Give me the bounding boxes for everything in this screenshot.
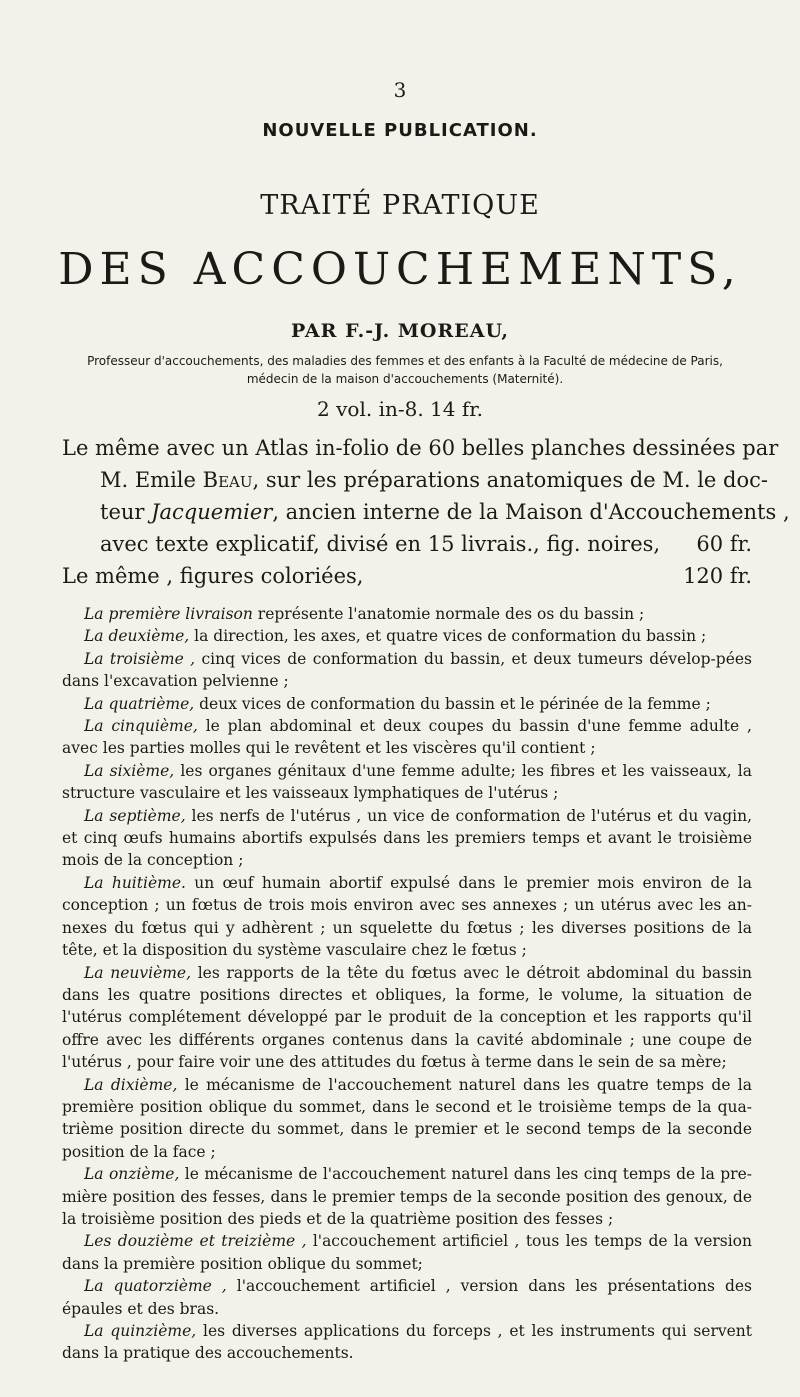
livraison-label: La quatorzième ,	[84, 1277, 227, 1296]
livraison-label: La troisième ,	[84, 649, 196, 668]
atlas-text: avec texte explicatif, divisé en 15 livrais., fig. noires,	[100, 532, 661, 556]
livraison-entry	[62, 715, 752, 760]
livraison-label: La huitième.	[84, 873, 186, 892]
livraison-label: La onzième,	[84, 1165, 180, 1184]
livraison-text: les diverses applications du forceps , et les instruments qui servent dans la pratique des accouchements.	[62, 1322, 752, 1363]
livraison-label: La quinzième,	[84, 1322, 197, 1340]
livraison-label: La dixième,	[84, 1075, 178, 1094]
atlas-offer	[62, 432, 790, 592]
preparer-name: Jacquemier	[151, 500, 273, 524]
atlas-text: M. Emile	[100, 468, 203, 492]
livraison-text: représente l'anatomie normale des os du bassin ;	[252, 605, 645, 623]
livraison-label: Les douzième et treizième ,	[84, 1232, 307, 1251]
livraison-entry	[62, 962, 752, 1074]
atlas-line-5	[62, 560, 752, 592]
livraison-label: La première livraison	[84, 605, 253, 623]
livraison-entry	[62, 1275, 752, 1320]
livraison-label: La deuxième,	[84, 627, 190, 646]
title-line-1: TRAITÉ PRATIQUE	[260, 190, 540, 221]
atlas-text: Le même , figures coloriées,	[62, 564, 364, 588]
author-credentials: Professeur d'accouchements, des maladies des femmes et des enfants à la Faculté de médecine de Paris, médecin de la maison d'accouchements (Maternité).	[87, 354, 723, 386]
atlas-line-2	[62, 464, 768, 496]
livraison-entry	[62, 625, 752, 647]
livraison-entry	[62, 648, 752, 693]
livraisons-list	[62, 603, 752, 1365]
livraison-entry	[62, 693, 752, 715]
livraison-label: La neuvième,	[84, 963, 192, 982]
illustrator-name: Beau	[202, 468, 253, 492]
atlas-line-3	[62, 496, 790, 528]
livraison-entry	[62, 603, 752, 625]
livraison-text: les rapports de la tête du fœtus avec le détroit abdominal du bassin dans les quatre positions directes et obliques, la forme, le volume, la situation de l'utérus complétement développé par le produit de la conception et les rapports qu'il offre avec les différents organes contenus dans la cavité abdominale ; une coupe de l'utérus , pour faire voir une des attitudes du fœtus à terme dans le sein de sa mère;	[62, 963, 752, 1072]
livraison-entry	[62, 1163, 752, 1230]
livraison-label: La cinquième,	[84, 717, 198, 736]
atlas-line-4	[62, 528, 752, 560]
atlas-price-colored: 120 fr.	[683, 564, 752, 588]
livraison-entry	[62, 872, 752, 962]
livraison-text: les organes génitaux d'une femme adulte; les fibres et les vaisseaux, la structure vasculaire et les vaisseaux lymphatiques de l'utérus ;	[62, 761, 752, 803]
livraison-entry	[62, 805, 752, 872]
livraison-label: La sixième,	[84, 761, 175, 780]
livraison-entry	[62, 1230, 752, 1275]
atlas-text: , ancien interne de la Maison d'Accouchements ,	[272, 500, 790, 524]
livraison-text: la direction, les axes, et quatre vices de conformation du bassin ;	[189, 627, 707, 646]
announcement-heading: NOUVELLE PUBLICATION.	[262, 120, 538, 141]
livraison-text: le mécanisme de l'accouchement naturel dans les cinq temps de la pre-mière position des fesses, dans le premier temps de la seconde position des genoux, de la troisième position des pieds et de la quatrième position des fesses ;	[62, 1165, 752, 1228]
livraison-text: cinq vices de conformation du bassin, et deux tumeurs dévelop-pées dans l'excavation pelvienne ;	[62, 649, 752, 691]
livraison-text: les nerfs de l'utérus , un vice de conformation de l'utérus et du vagin, et cinq œufs humains abortifs expulsés dans les premiers temps et avant le troisième mois de la conception ;	[62, 806, 752, 870]
livraison-entry	[62, 1320, 752, 1365]
livraison-text: l'accouchement artificiel , tous les temps de la version dans la première position oblique du sommet;	[62, 1232, 753, 1273]
livraison-entry	[62, 760, 752, 805]
atlas-text: , sur les préparations anatomiques de M. le doc-	[252, 468, 768, 492]
atlas-text: teur	[100, 500, 152, 524]
livraison-text: le plan abdominal et deux coupes du bassin d'une femme adulte , avec les parties molles qui le revêtent et les viscères qu'il contient ;	[62, 717, 752, 758]
volumes-price: 2 vol. in-8. 14 fr.	[317, 397, 483, 421]
livraison-label: La quatrième,	[84, 694, 195, 713]
livraison-label: La septième,	[84, 806, 186, 825]
author: PAR F.-J. MOREAU,	[291, 320, 509, 342]
page-number: 3	[393, 78, 407, 102]
livraison-entry	[62, 1074, 752, 1164]
atlas-price-black: 60 fr.	[696, 532, 752, 556]
livraison-text: deux vices de conformation du bassin et le périnée de la femme ;	[194, 694, 711, 713]
livraison-text: l'accouchement artificiel , version dans les présentations des épaules et des bras.	[62, 1277, 752, 1318]
livraison-text: un œuf humain abortif expulsé dans le premier mois environ de la conception ; un fœtus de trois mois environ avec ses annexes ; un utérus avec les an-nexes du fœtus qui y adhèrent ; un squelette du fœtus ; les diverses positions de la tête, et la disposition du système vasculaire chez le fœtus ;	[62, 873, 752, 960]
livraison-text: le mécanisme de l'accouchement naturel dans les quatre temps de la première position oblique du sommet, dans le second et le troisième temps de la qua-trième position directe du sommet, dans le premier et le second temps de la seconde position de la face ;	[62, 1075, 752, 1161]
title-line-2: DES ACCOUCHEMENTS,	[58, 244, 742, 295]
atlas-line-1: Le même avec un Atlas in-folio de 60 belles planches dessinées par	[62, 436, 779, 460]
